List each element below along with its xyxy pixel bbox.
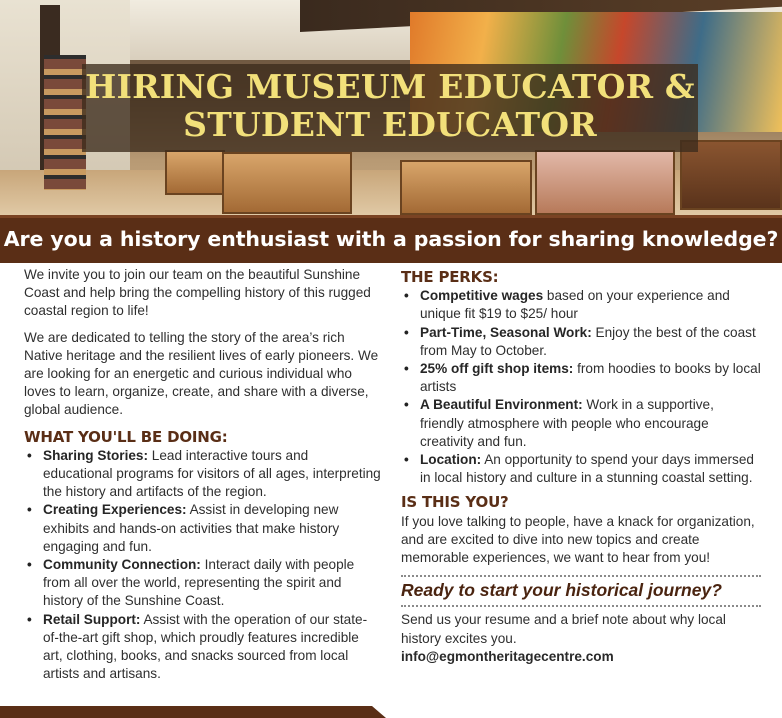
display-case: [400, 160, 532, 215]
list-item: • Competitive wages based on your experience and unique fit $19 to $25/ hour: [404, 288, 730, 322]
is-this-you-text: If you love talking to people, have a knack for organization, and are excited to dive into new topics and create memorable experiences, we want to hear from you!: [401, 513, 755, 566]
cta-title: Ready to start your historical journey?: [401, 580, 722, 601]
list-item: • Creating Experiences: Assist in developing new exhibits and hands-on activities that make history engaging and fun.: [27, 502, 340, 554]
bullet-icon: •: [27, 447, 32, 463]
left-column: [24, 266, 381, 683]
bullet-icon: •: [27, 557, 32, 573]
right-column: [401, 266, 761, 666]
dotted-divider: [401, 605, 761, 607]
footer-notch: [372, 706, 782, 718]
headline-line-2: STUDENT EDUCATOR: [183, 105, 597, 144]
is-this-you-heading: IS THIS YOU?: [401, 493, 509, 512]
bullet-icon: •: [404, 397, 409, 413]
bullet-icon: •: [404, 452, 409, 468]
bullet-icon: •: [404, 361, 409, 377]
bullet-icon: •: [404, 324, 409, 340]
headline: [82, 68, 698, 144]
intro-paragraph: We invite you to join our team on the beautiful Sunshine Coast and help bring the compelling history of this rugged coastal region to life!: [24, 267, 371, 319]
list-item: • Part-Time, Seasonal Work: Enjoy the best of the coast from May to October.: [404, 324, 756, 358]
question-banner-text: Are you a history enthusiast with a passion for sharing knowledge?: [3, 227, 779, 251]
doing-list: [24, 447, 381, 684]
display-case: [222, 152, 352, 214]
cta-text: Send us your resume and a brief note about why local history excites you.: [401, 612, 726, 646]
contact-email-link[interactable]: info@egmontheritagecentre.com: [401, 648, 614, 664]
display-case: [535, 150, 675, 215]
intro-paragraph: We are dedicated to telling the story of the area’s rich Native heritage and the resilient lives of early pioneers. We are looking for an energetic and curious individual who loves to learn, organize, create, and share with a diverse, global audience.: [24, 329, 379, 418]
dotted-divider: [401, 575, 761, 577]
bullet-icon: •: [404, 288, 409, 304]
postcard-rack: [44, 55, 86, 190]
list-item: • Retail Support: Assist with the operation of our state-of-the-art gift shop, which proudly features incredible art, clothing, books, and snacks sourced from local artists and artisans.: [27, 611, 368, 682]
doing-heading: WHAT YOU'LL BE DOING:: [24, 427, 228, 446]
list-item: • A Beautiful Environment: Work in a supportive, friendly atmosphere with people who encourage creativity and fun.: [404, 397, 714, 449]
bullet-icon: •: [27, 502, 32, 518]
list-item: • Community Connection: Interact daily with people from all over the world, representing the spirit and history of the Sunshine Coast.: [27, 557, 355, 609]
headline-line-1: HIRING MUSEUM EDUCATOR &: [85, 67, 695, 106]
list-item: • 25% off gift shop items: from hoodies to books by local artists: [404, 361, 761, 395]
perks-heading: THE PERKS:: [401, 268, 499, 286]
display-case: [165, 150, 225, 195]
perks-list: [401, 287, 761, 487]
bullet-icon: •: [27, 611, 32, 627]
list-item: • Location: An opportunity to spend your days immersed in local history and culture in a stunning coastal setting.: [404, 452, 754, 486]
list-item: • Sharing Stories: Lead interactive tours and educational programs for visitors of all ages, interpreting the history and artifacts of the region.: [27, 447, 381, 500]
